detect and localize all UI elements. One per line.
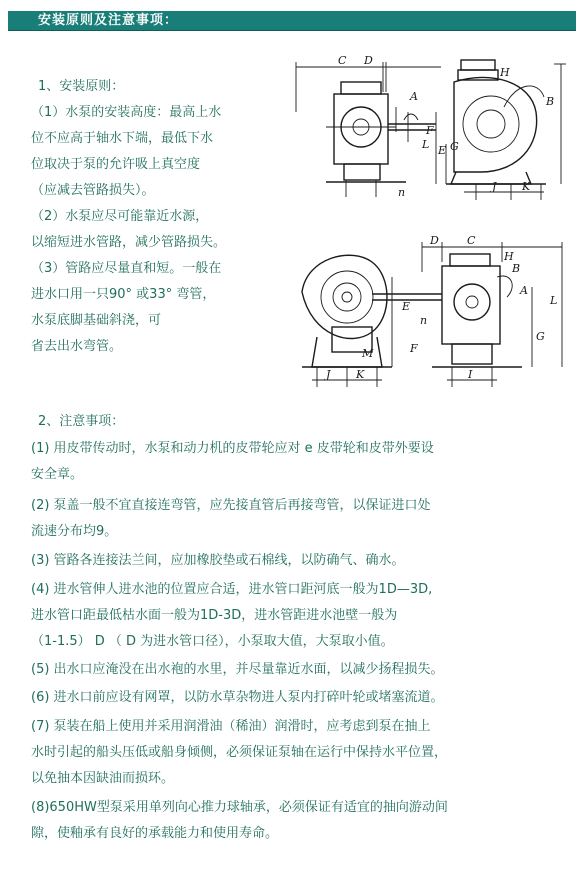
notes-heading: 2、注意事项： — [38, 414, 125, 429]
dim-label-j: J — [326, 368, 331, 381]
dim-label-b: B — [546, 95, 555, 108]
dim-label-j: J — [492, 180, 497, 193]
dim-label-k: K — [522, 180, 531, 193]
install-line: 位不应高于轴水下端，最低下水 — [31, 131, 214, 146]
dim-label-a: A — [410, 90, 418, 103]
notes-line: (7) 泵装在船上使用并采用润滑油（稀油）润滑时，应考虑到泵在抽上 — [31, 719, 431, 734]
dim-label-c: C — [338, 54, 347, 67]
pump-dimension-diagram-1 — [286, 52, 576, 202]
notes-line: 进水管口距最低枯水面一般为1D-3D，进水管距进水池壁一般为 — [31, 608, 398, 623]
pump-dimension-diagram-2 — [292, 232, 577, 392]
dim-label-e: E — [438, 144, 447, 157]
notes-line: 流速分布均9。 — [31, 524, 118, 539]
install-heading: 1、安装原则： — [38, 79, 125, 94]
notes-line: 安全章。 — [31, 467, 84, 482]
dim-label-h: H — [500, 66, 510, 79]
dim-label-d: D — [364, 54, 373, 67]
section-header-title: 安装原则及注意事项： — [38, 13, 179, 28]
dim-label-i: I — [468, 368, 473, 381]
dim-label-g: G — [536, 330, 545, 343]
dim-label-a: A — [520, 284, 528, 297]
install-line: 进水口用一只90° 或33° 弯管， — [31, 287, 216, 302]
notes-line: (3) 管路各连接法兰间，应加橡胶垫或石棉线，以防确气、确水。 — [31, 553, 405, 568]
install-line: 省去出水弯管。 — [31, 339, 123, 354]
notes-line: 隙，使釉承有良好的承载能力和使用寿命。 — [31, 826, 279, 841]
dim-label-k: K — [356, 368, 365, 381]
install-line: 以缩短进水管路，减少管路损失。 — [31, 235, 227, 250]
notes-line: (4) 进水管伸人进水池的位置应合适，进水管口距河底一般为1D—3D, — [31, 582, 433, 597]
notes-line: （1-1.5） D （ D 为进水管口径），小泵取大值，大泵取小值。 — [31, 634, 394, 649]
notes-line: (2) 泵盖一般不宜直接连弯管，应先接直管后再接弯管，以保证进口处 — [31, 498, 431, 513]
dim-label-b: B — [512, 262, 521, 275]
install-line: 水泵底脚基础斜浇，可 — [31, 313, 162, 328]
dim-label-c: C — [467, 234, 476, 247]
dim-label-n: n — [398, 186, 406, 199]
install-line: （应减去管路损失）。 — [31, 183, 155, 198]
dim-label-m: M — [362, 347, 374, 360]
dim-label-n: n — [420, 314, 428, 327]
dim-label-f: F — [426, 124, 434, 137]
section-header-bar — [8, 11, 576, 31]
install-line: 位取决于泵的允许吸上真空度 — [31, 157, 201, 172]
notes-line: 水时引起的船头压低或船身倾侧，必须保证泵轴在运行中保持水平位置， — [31, 745, 448, 760]
notes-line: (8)650HW型泵采用单列向心推力球轴承，必须保证有适宜的抽向游动间 — [31, 800, 448, 815]
dim-label-e: E — [402, 300, 411, 313]
dim-label-l: L — [550, 294, 558, 307]
dim-label-d: D — [430, 234, 439, 247]
install-line: （1）水泵的安装高度：最高上水 — [31, 105, 222, 120]
install-line: （3）管路应尽量直和短。一般在 — [31, 261, 222, 276]
dim-label-g: G — [450, 140, 459, 153]
dim-label-h: H — [504, 250, 514, 263]
notes-line: (5) 出水口应淹没在出水袍的水里，并尽量靠近水面，以减少扬程损失。 — [31, 662, 444, 677]
install-line: （2）水泵应尽可能靠近水源， — [31, 209, 209, 224]
notes-line: 以免抽本因缺油而损环。 — [31, 771, 175, 786]
notes-line: (1) 用皮带传动时，水泵和动力机的皮带轮应对 e 皮带轮和皮带外要设 — [31, 441, 434, 456]
dim-label-f: F — [410, 342, 418, 355]
notes-line: (6) 进水口前应设有网罩，以防水草杂物进人泵内打碎叶轮或堵塞流道。 — [31, 690, 444, 705]
dim-label-l: L — [422, 138, 430, 151]
